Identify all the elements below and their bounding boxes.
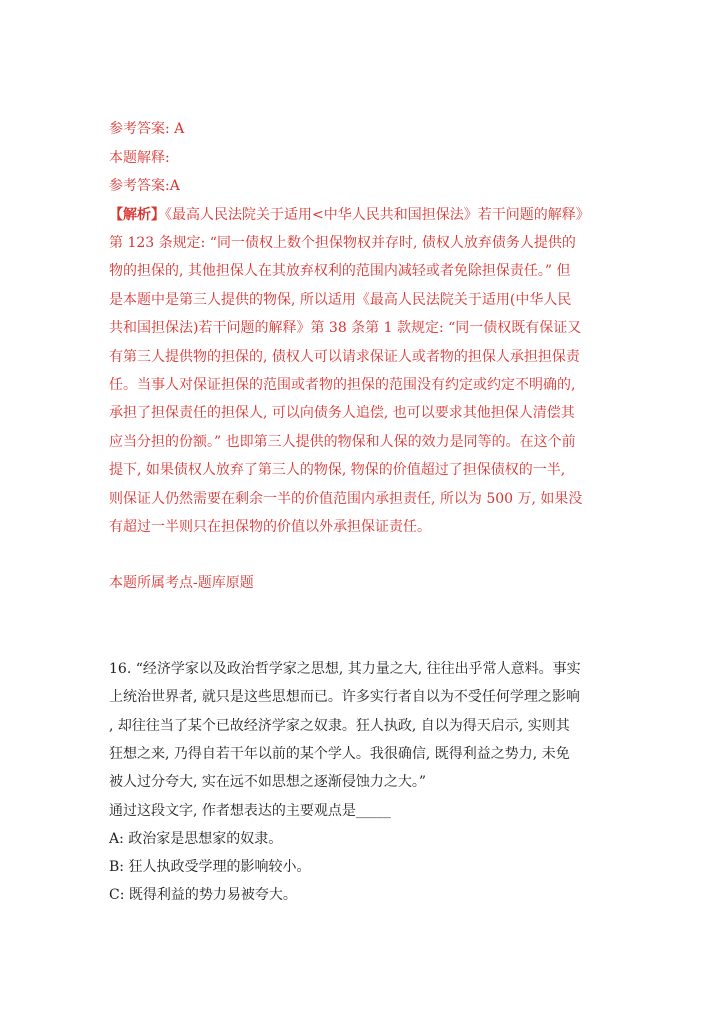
question-stem-line-4: 狂想之来, 乃得自若干年以前的某个学人。我很确信, 既得利益之势力, 未免 (109, 746, 570, 762)
option-c: C: 既得利益的势力易被夸大。 (109, 887, 297, 903)
explanation-label: 本题解释: (109, 150, 170, 166)
question-stem-line-5: 被人过分夸大, 实在远不如思想之逐渐侵蚀力之大。” (109, 774, 427, 790)
explanation-line-2: 第 123 条规定: “同一债权上数个担保物权并存时, 债权人放弃债务人提供的 (109, 235, 576, 251)
explanation-line-12: 有超过一半则只在担保物的价值以外承担保证责任。 (109, 519, 431, 535)
source-note: 本题所属考点-题库原题 (109, 575, 254, 591)
explanation-line-8: 承担了担保责任的担保人, 可以向债务人追偿, 也可以要求其他担保人清偿其 (109, 405, 575, 421)
explanation-line-11: 则保证人仍然需要在剩余一半的价值范围内承担责任, 所以为 500 万, 如果没 (109, 491, 583, 507)
answer-label-line: 参考答案: A (109, 121, 185, 137)
answer-line: 参考答案:A (109, 178, 180, 194)
explanation-line-6: 有第三人提供物的担保的, 债权人可以请求保证人或者物的担保人承担担保责 (109, 349, 580, 365)
option-b: B: 狂人执政受学理的影响较小。 (109, 859, 311, 875)
question-prompt: 通过这段文字, 作者想表达的主要观点是_____ (109, 803, 391, 819)
explanation-line-5: 共和国担保法)若干问题的解释》第 38 条第 1 款规定: “同一债权既有保证又 (109, 320, 582, 336)
explanation-text-1: 《最高人民法院关于适用<中华人民共和国担保法》若干问题的解释》 (165, 207, 590, 223)
jiexi-tag: 【解析】 (109, 207, 165, 223)
question-stem-line-1: 16. “经济学家以及政治哲学家之思想, 其力量之大, 往往出乎常人意料。事实 (109, 661, 581, 677)
option-a: A: 政治家是思想家的奴隶。 (109, 831, 283, 847)
question-stem-line-3: , 却往往当了某个已故经济学家之奴隶。狂人执政, 自以为得天启示, 实则其 (109, 718, 570, 734)
explanation-line-4: 是本题中是第三人提供的物保, 所以适用《最高人民法院关于适用(中华人民 (109, 292, 572, 308)
question-stem-line-2: 上统治世界者, 就只是这些思想而已。许多实行者自以为不受任何学理之影响 (109, 689, 580, 705)
explanation-line-9: 应当分担的份额。” 也即第三人提供的物保和人保的效力是同等的。在这个前 (109, 434, 576, 450)
explanation-line-7: 任。当事人对保证担保的范围或者物的担保的范围没有约定或约定不明确的, (109, 377, 576, 393)
explanation-line-3: 物的担保的, 其他担保人在其放弃权利的范围内减轻或者免除担保责任。” 但 (109, 263, 571, 279)
explanation-line-1 (109, 205, 590, 225)
explanation-line-10: 提下, 如果债权人放弃了第三人的物保, 物保的价值超过了担保债权的一半, (109, 462, 566, 478)
